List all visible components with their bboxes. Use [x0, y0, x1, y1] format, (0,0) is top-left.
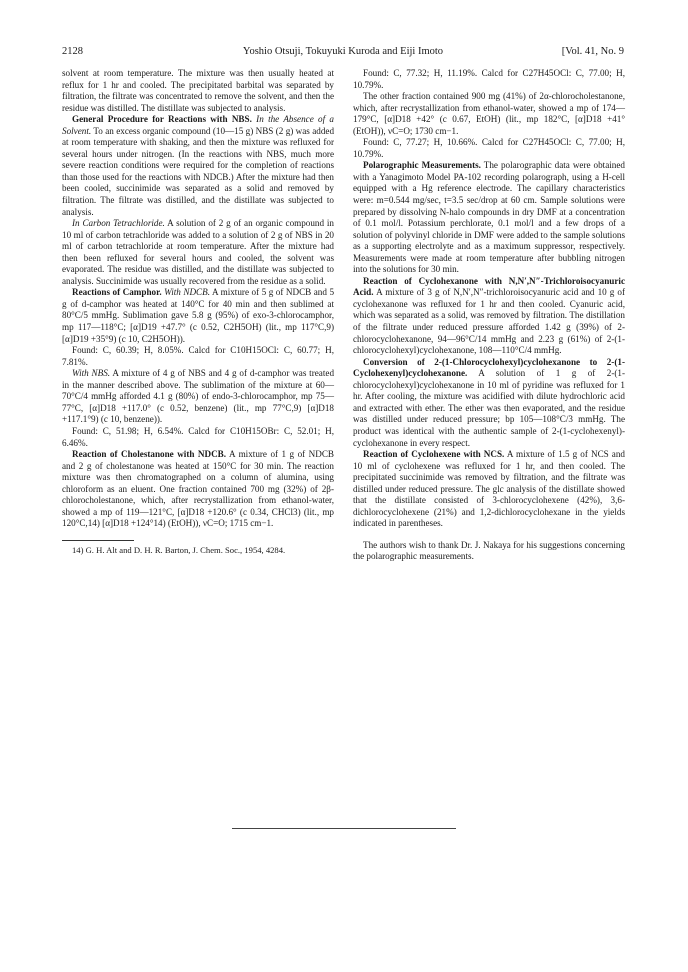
paragraph	[353, 449, 625, 530]
page-number: 2128	[62, 46, 83, 57]
paragraph-text: A mixture of 4 g of NBS and 4 g of d-camphor was treated in the manner described above. The sublimation of the mixture at 60—70°C/4 mmHg afforded 4.1 g (80%) of endo-3-chlorocamphor, mp 75—77°C, [α]D18 +117.0° (c 0.52, benzene) (lit., mp 77°C,9) [α]D18 +117.1°9) (c 10, benzene)).	[62, 368, 335, 425]
section-heading: Reactions of Camphor.	[72, 287, 162, 298]
running-header	[62, 46, 624, 60]
left-column	[62, 68, 334, 556]
paragraph-text: A mixture of 1 g of NDCB and 2 g of cholestanone was heated at 150°C for 30 min. The reaction mixture was then chromatographed on a column of alumina, using chloroform as an eluent. One fraction contained 700 mg (32%) of 2β-chlorocholestanone, which, after recrystallization from ethanol-water, showed a mp of 119—121°C, [α]D18 +120.6° (c 0.34, CHCl3) (lit., mp 120°C,14) [α]D18 +124°14) (EtOH)), νC=O; 1715 cm−1.	[62, 449, 334, 529]
analysis-line: Found: C, 60.39; H, 8.05%. Calcd for C10H15OCl: C, 60.77; H, 7.81%.	[62, 345, 334, 367]
paragraph: The other fraction contained 900 mg (41%) of 2α-chlorocholestanone, which, after recrystallization from ethanol-water, showed a mp of 174—179°C, [α]D18 +42° (c 0.67, EtOH) (lit., mp 182°C, [α]D18 +41° (EtOH)), νC=O; 1730 cm−1.	[353, 91, 625, 136]
section-heading: General Procedure for Reactions with NBS.	[72, 114, 252, 125]
paragraph: solvent at room temperature. The mixture was then usually heated at reflux for 1 hr and cooled. The precipitated barbital was separated by filtration, the filtrate was concentrated to remove the solvent, and then the residue was distilled. The distillate was subjected to analysis.	[62, 68, 334, 113]
subheading: With NBS.	[72, 368, 111, 379]
analysis-line: Found: C, 77.27; H, 10.66%. Calcd for C27H45OCl: C, 77.00; H, 10.79%.	[353, 137, 625, 159]
section-heading: Reaction of Cyclohexene with NCS.	[363, 449, 505, 460]
paragraph-text: A solution of 2 g of an organic compound in 10 ml of carbon tetrachloride was added to a solution of 2 g of NBS in 20 ml of carbon tetrachloride at room temperature. After the mixture had then been refluxed for several hours and cooled, the solvent was evaporated. The residue was distilled, and the distillate was subjected to analysis. Succinimide was usually recovered from the residue as a solid.	[62, 218, 334, 286]
subheading: With NDCB.	[164, 287, 210, 298]
volume-info: [Vol. 41, No. 9	[561, 46, 624, 57]
paragraph	[353, 276, 625, 357]
section-heading: Reaction of Cholestanone with NDCB.	[72, 449, 227, 460]
paragraph-text: A solution of 1 g of 2-(1-chlorocyclohexyl)cyclohexanone in 10 ml of pyridine was refluxed for 1 hr. After cooling, the mixture was acidified with dilute hydrochloric acid and extracted with ether. The ether was then evaporated, and the residue was distilled under reduced pressure; bp 105—108°C/3 mmHg. The product was identical with the authentic sample of 2-(1-cyclohexenyl)-cyclohexanone in every respect.	[353, 368, 626, 448]
paragraph	[62, 114, 334, 218]
right-column	[353, 68, 625, 563]
paragraph	[62, 287, 334, 345]
running-authors: Yoshio Otsuji, Tokuyuki Kuroda and Eiji Imoto	[242, 46, 444, 57]
analysis-line: Found: C, 77.32; H, 11.19%. Calcd for C27H45OCl: C, 77.00; H, 10.79%.	[353, 68, 625, 90]
paragraph	[62, 368, 334, 426]
footnote: 14) G. H. Alt and D. H. R. Barton, J. Chem. Soc., 1954, 4284.	[72, 544, 286, 555]
paragraph	[353, 160, 625, 275]
paragraph-text: A mixture of 3 g of N,N′,N″-trichloroisocyanuric acid and 10 g of cyclohexanone was refluxed for 1 hr and then cooled. Cyanuric acid, which was separated as a solid, was removed by filtration. The distillation of the filtrate under reduced pressure afforded 1.42 g (39%) of 2-chlorocyclohexanone, 94—96°C/14 mmHg and 2.23 g (61%) of 2-(1-chlorocyclohexyl)cyclohexanone, 108—110°C/4 mmHg.	[353, 287, 626, 356]
acknowledgement: The authors wish to thank Dr. J. Nakaya for his suggestions concerning the polarographic measurements.	[353, 539, 625, 562]
paragraph	[353, 357, 625, 449]
subheading: In Carbon Tetrachloride.	[72, 218, 165, 229]
paragraph-text: A mixture of 5 g of NDCB and 5 g of d-camphor was heated at 140°C for 40 min and then sublimed at 80°C/5 mmHg. Sublimation gave 5.8 g (95%) of exo-3-chlorocamphor, mp 117—118°C; [α]D19 +47.7° (c 0.52, C2H5OH) (lit., mp 117°C,9) [α]D19 +35°9) (c 10, C2H5OH)).	[62, 287, 335, 344]
subheading: In the Absence of a Solvent.	[62, 114, 334, 136]
section-heading: Conversion of 2-(1-Chlorocyclohexyl)cyclohexanone to 2-(1-Cyclohexenyl)cyclohexanone.	[353, 356, 625, 379]
end-rule	[232, 828, 456, 829]
section-heading: Reaction of Cyclohexanone with N,N′,N″-Trichloroisocyanuric Acid.	[353, 275, 625, 298]
analysis-line: Found: C, 51.98; H, 6.54%. Calcd for C10H15OBr: C, 52.01; H, 6.46%.	[62, 425, 334, 448]
paragraph-text: The polarographic data were obtained with a Yanagimoto Model PA-102 recording polarograph, using a H-cell equipped with a Hg reference electrode. The capillary characteristics were: m=0.544 mg/sec, t=3.5 sec/drop at 60 cm. Sample solutions were prepared by dissolving N-halo compounds in dry DMF at a concentration of 0.1 mol/l. Potassium perchlorate, 0.1 mol/l and a few drops of a solution of polyvinyl chloride in DMF were added to the sample solutions as a supporting electrolyte and as a maximum suppressor, respectively. Measurements were made at room temperature after bubbling nitrogen into the solutions for 30 min.	[353, 160, 625, 275]
paragraph	[62, 218, 334, 287]
paragraph-text: To an excess organic compound (10—15 g) NBS (2 g) was added at room temperature with shaking, and then the mixture was refluxed for several hours under nitrogen. (In the reactions with NBS, much more severe reaction conditions were required for the completion of reactions than those used for the reactions with NDCB.) After the mixture had then been cooled, succinimide was separated as a solid and removed by filtration. The filtrate was distilled, and the distillate was subjected to analysis.	[62, 125, 335, 217]
paragraph-text: A mixture of 1.5 g of NCS and 10 ml of cyclohexene was refluxed for 1 hr, and then cooled. The precipitated succinimide was removed by filtration, and the filtrate was distilled under reduced pressure. The glc analysis of the distillate showed that the distillate consisted of 3-chlorocyclohexene (42%), 3,6-dichlorocyclohexene (21%) and 1,2-dichlorocyclohexane in the yields indicated in parentheses.	[353, 449, 625, 529]
section-heading: Polarographic Measurements.	[363, 160, 481, 171]
paragraph	[62, 449, 334, 530]
footnote-rule	[62, 540, 134, 541]
